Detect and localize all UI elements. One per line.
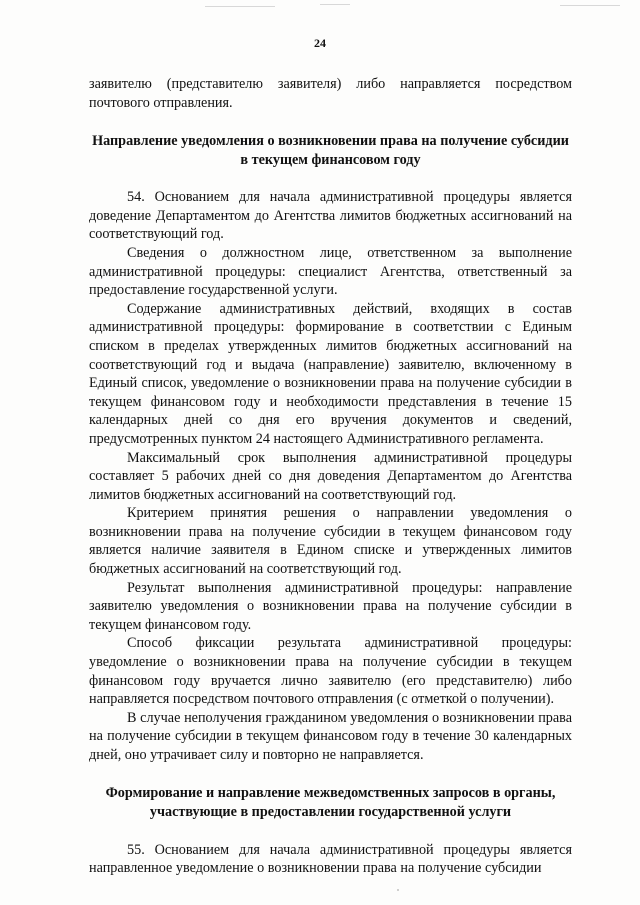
paragraph: Сведения о должностном лице, ответственном за выполнение административной процедуры: специалист Агентства, ответственный за предоставление государственной услуги. xyxy=(89,244,572,299)
paragraph: Содержание административных действий, входящих в состав административной процедуры: формирование в соответствии с Единым списком в пределах утвержденных лимитов бюджетных ассигнований на соответствующий год и выдача (направление) заявителю, включенному в Единый список, уведомление о возникновении права на получение субсидии в текущем финансовом году и необходимости представления в течение 15 календарных дней со дня его вручения документов и сведений, предусмотренных пунктом 24 настоящего Административного регламента. xyxy=(89,300,572,447)
paragraph: Максимальный срок выполнения административной процедуры составляет 5 рабочих дней со дня доведения Департаментом до Агентства лимитов бюджетных ассигнований на соответствующий год. xyxy=(89,449,572,503)
paragraph: Результат выполнения административной процедуры: направление заявителю уведомления о возникновении права на получение субсидии в текущем финансовом году. xyxy=(89,579,572,633)
paragraph: 55. Основанием для начала административной процедуры является направленное уведомление о возникновении права на получение субсидии xyxy=(89,841,572,877)
page-number: 24 xyxy=(314,36,326,50)
scan-artifact xyxy=(320,4,350,5)
section-heading: Направление уведомления о возникновении права на получение субсидии в текущем финансовом году xyxy=(92,133,569,169)
section-heading: Формирование и направление межведомственных запросов в органы, участвующие в предоставлении государственной услуги xyxy=(105,784,556,820)
paragraph: 54. Основанием для начала административной процедуры является доведение Департаментом до Агентства лимитов бюджетных ассигнований на соответствующий год. xyxy=(89,189,572,243)
document-body xyxy=(89,75,572,878)
paragraph: В случае неполучения гражданином уведомления о возникновении права на получение субсидии в текущем финансовом году в течение 30 календарных дней, оно утрачивает силу и повторно не направляется. xyxy=(89,709,572,763)
scan-artifact xyxy=(205,6,275,7)
paragraph: Способ фиксации результата административной процедуры: уведомление о возникновении права на получение субсидии в текущем финансовом году вручается лично заявителю (его представителю) либо направляется посредством почтового отправления (с отметкой о получении). xyxy=(89,635,572,708)
scan-artifact xyxy=(397,889,399,891)
paragraph: Критерием принятия решения о направлении уведомления о возникновении права на получение субсидии в текущем финансовом году является наличие заявителя в Едином списке и утвержденных лимитов бюджетных ассигнований на соответствующий год. xyxy=(89,505,572,578)
continued-paragraph: заявителю (представителю заявителя) либо направляется посредством почтового отправления. xyxy=(89,76,572,111)
scan-artifact xyxy=(560,5,620,6)
